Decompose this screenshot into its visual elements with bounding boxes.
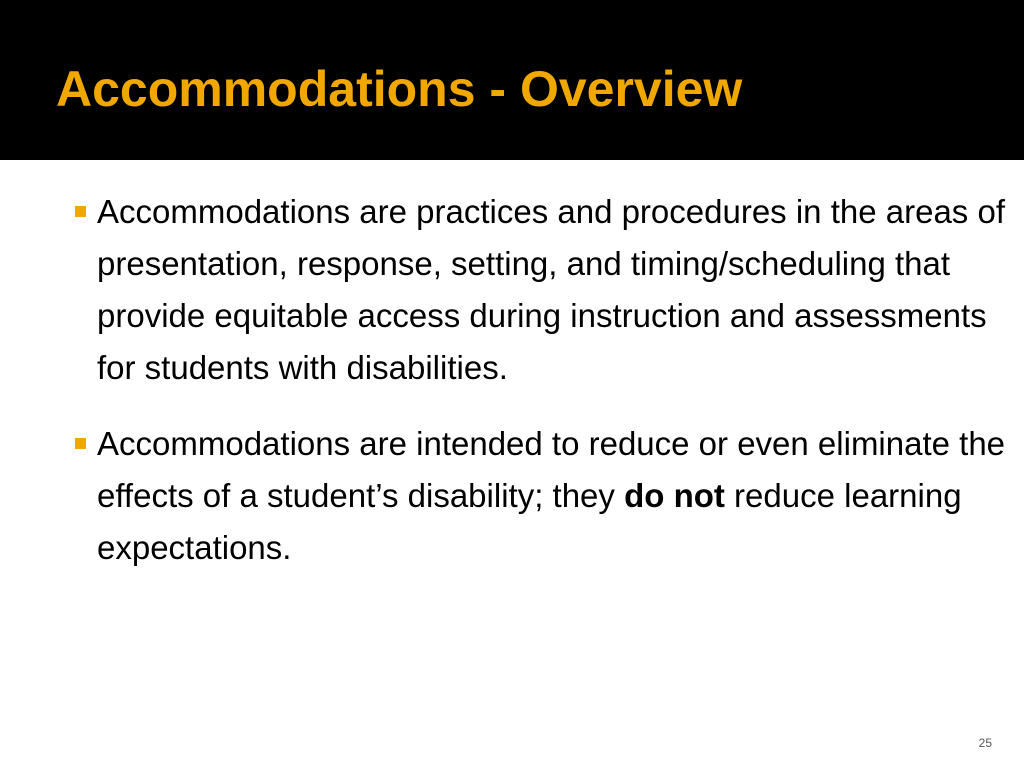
bullet-item-1 [97,186,1012,394]
bullet-text-2-start: Accommodations are intended to reduce or even eliminate the effects of a student’s disability; they [97,425,1006,514]
square-bullet-icon [75,206,86,217]
square-bullet-icon [75,438,86,449]
title-bar [0,0,1024,160]
bullet-text-2-emphasis: do not [624,477,725,514]
slide-number: 25 [978,736,992,750]
bullet-item-2 [97,418,1012,574]
bullet-text-1: Accommodations are practices and procedures in the areas of presentation, response, setting, and timing/scheduling that provide equitable access during instruction and assessments for students with disabilities. [97,193,1005,386]
bullet-list [97,186,1012,598]
bullet-text-2-end: reduce learning expectations. [97,477,962,566]
slide-title: Accommodations - Overview [56,61,743,117]
